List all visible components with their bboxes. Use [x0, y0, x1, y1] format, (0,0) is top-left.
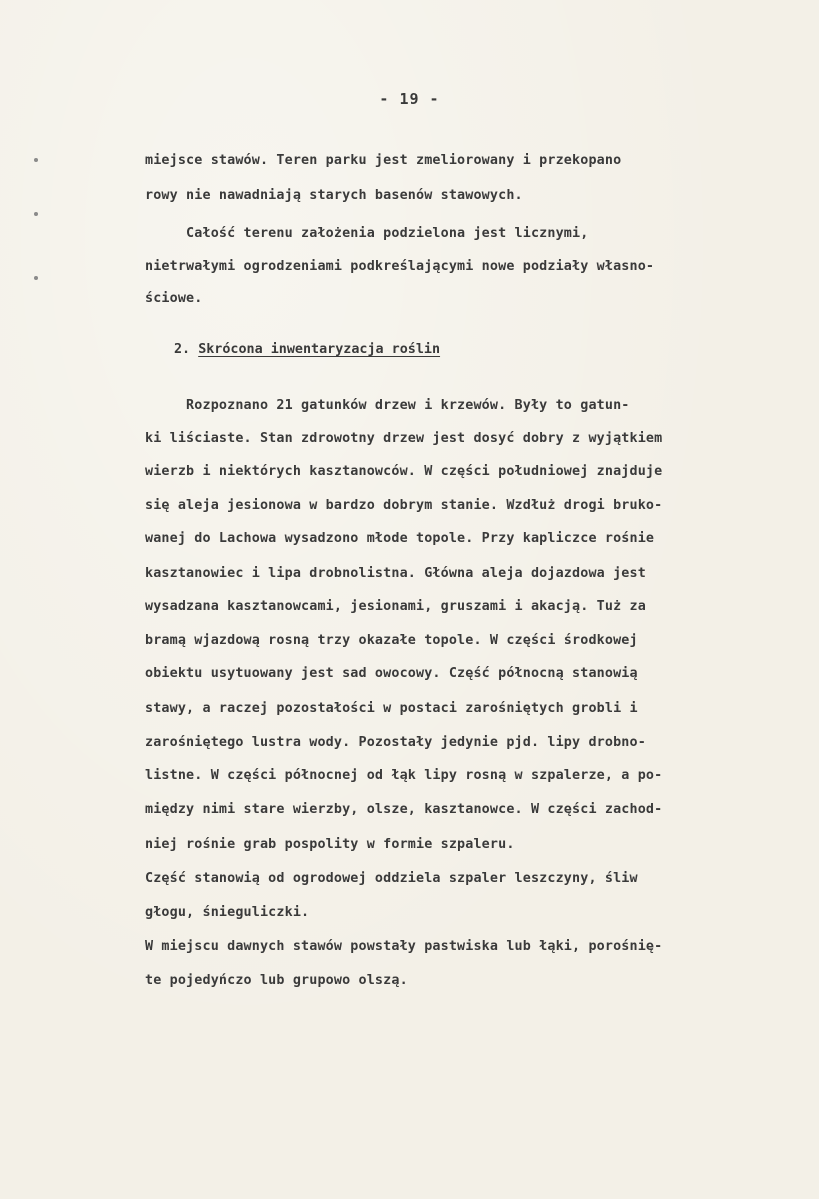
- text-line: rowy nie nawadniają starych basenów stawowych.: [145, 188, 523, 203]
- text-line: stawy, a raczej pozostałości w postaci zarośniętych grobli i: [145, 701, 638, 716]
- punch-hole-mark: [34, 158, 38, 162]
- page-number: - 19 -: [379, 90, 440, 108]
- text-line: ściowe.: [145, 291, 203, 306]
- text-line: Całość terenu założenia podzielona jest licznymi,: [145, 226, 589, 241]
- text-line: głogu, śnieguliczki.: [145, 905, 310, 920]
- punch-hole-mark: [34, 212, 38, 216]
- section-heading: [174, 341, 440, 359]
- punch-hole-mark: [34, 276, 38, 280]
- text-line: Część stanowią od ogrodowej oddziela szpaler leszczyny, śliw: [145, 871, 638, 886]
- text-line: kasztanowiec i lipa drobnolistna. Główna aleja dojazdowa jest: [145, 566, 646, 581]
- section-title: Skrócona inwentaryzacja roślin: [198, 342, 441, 357]
- text-line: obiektu usytuowany jest sad owocowy. Część północną stanowią: [145, 666, 638, 681]
- text-line: W miejscu dawnych stawów powstały pastwiska lub łąki, porośnię-: [145, 939, 663, 954]
- section-number: 2.: [174, 342, 191, 357]
- text-line: te pojedyńczo lub grupowo olszą.: [145, 973, 408, 988]
- text-line: zarośniętego lustra wody. Pozostały jedynie pjd. lipy drobno-: [145, 735, 646, 750]
- text-line: wierzb i niektórych kasztanowców. W części południowej znajduje: [145, 464, 663, 479]
- text-line: nietrwałymi ogrodzeniami podkreślającymi nowe podziały własno-: [145, 259, 655, 274]
- text-line: się aleja jesionowa w bardzo dobrym stanie. Wzdłuż drogi bruko-: [145, 498, 663, 513]
- text-line: wanej do Lachowa wysadzono młode topole. Przy kapliczce rośnie: [145, 531, 655, 546]
- text-line: listne. W części północnej od łąk lipy rosną w szpalerze, a po-: [145, 768, 663, 783]
- text-line: wysadzana kasztanowcami, jesionami, gruszami i akacją. Tuż za: [145, 599, 646, 614]
- text-line: miejsce stawów. Teren parku jest zmeliorowany i przekopano: [145, 153, 622, 168]
- text-line: Rozpoznano 21 gatunków drzew i krzewów. Były to gatun-: [145, 398, 630, 413]
- text-line: bramą wjazdową rosną trzy okazałe topole. W części środkowej: [145, 633, 638, 648]
- text-line: niej rośnie grab pospolity w formie szpaleru.: [145, 837, 515, 852]
- text-line: między nimi stare wierzby, olsze, kasztanowce. W części zachod-: [145, 802, 663, 817]
- text-line: ki liściaste. Stan zdrowotny drzew jest dosyć dobry z wyjątkiem: [145, 431, 663, 446]
